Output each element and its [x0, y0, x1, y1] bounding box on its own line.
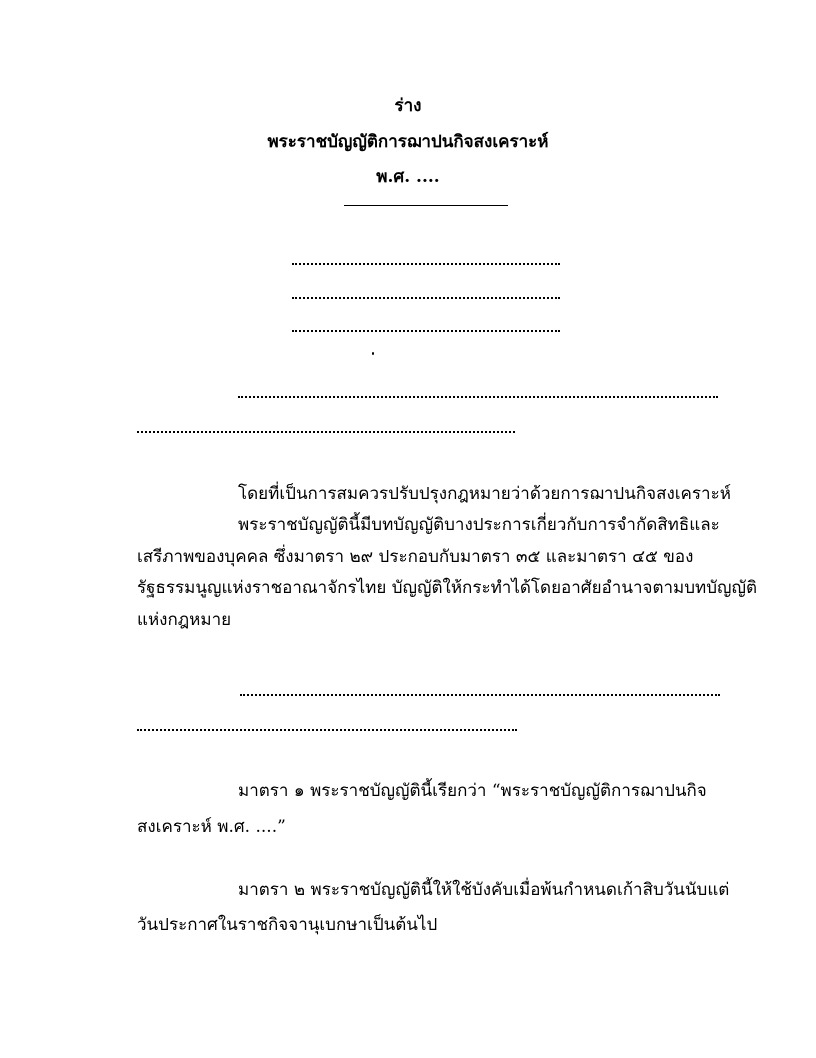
act-title: พระราชบัญญัติการฌาปนกิจสงเคราะห์ [267, 132, 549, 152]
preamble-line: พระราชบัญญัตินี้มีบทบัญญัติบางประการเกี่ยวกับการจำกัดสิทธิและ [238, 515, 720, 535]
dotted-line [238, 396, 718, 398]
dotted-line [240, 694, 720, 696]
preamble-line: รัฐธรรมนูญแห่งราชอาณาจักรไทย บัญญัติให้กระทำได้โดยอาศัยอำนาจตามบทบัญญัติ [137, 578, 758, 598]
preamble-line: โดยที่เป็นการสมควรปรับปรุงกฎหมายว่าด้วยการฌาปนกิจสงเคราะห์ [238, 484, 731, 504]
act-year: พ.ศ. .... [376, 167, 440, 187]
section-2-line: มาตรา ๒ พระราชบัญญัตินี้ให้ใช้บังคับเมื่อพ้นกำหนดเก้าสิบวันนับแต่ [238, 880, 730, 900]
dotted-line [137, 729, 517, 731]
preamble-line: แห่งกฎหมาย [137, 610, 232, 630]
dotted-line [292, 263, 560, 265]
section-1-line: สงเคราะห์ พ.ศ. ....” [137, 817, 286, 837]
draft-label: ร่าง [394, 96, 422, 116]
dotted-line [137, 431, 515, 433]
title-underline [344, 205, 508, 206]
speck [372, 352, 374, 355]
dotted-line [292, 297, 560, 299]
dotted-line [292, 330, 560, 332]
preamble-line: เสรีภาพของบุคคล ซึ่งมาตรา ๒๙ ประกอบกับมาตรา ๓๕ และมาตรา ๔๕ ของ [137, 547, 694, 567]
section-1-line: มาตรา ๑ พระราชบัญญัตินี้เรียกว่า “พระราชบัญญัติการฌาปนกิจ [238, 781, 707, 801]
section-2-line: วันประกาศในราชกิจจานุเบกษาเป็นต้นไป [137, 915, 438, 935]
